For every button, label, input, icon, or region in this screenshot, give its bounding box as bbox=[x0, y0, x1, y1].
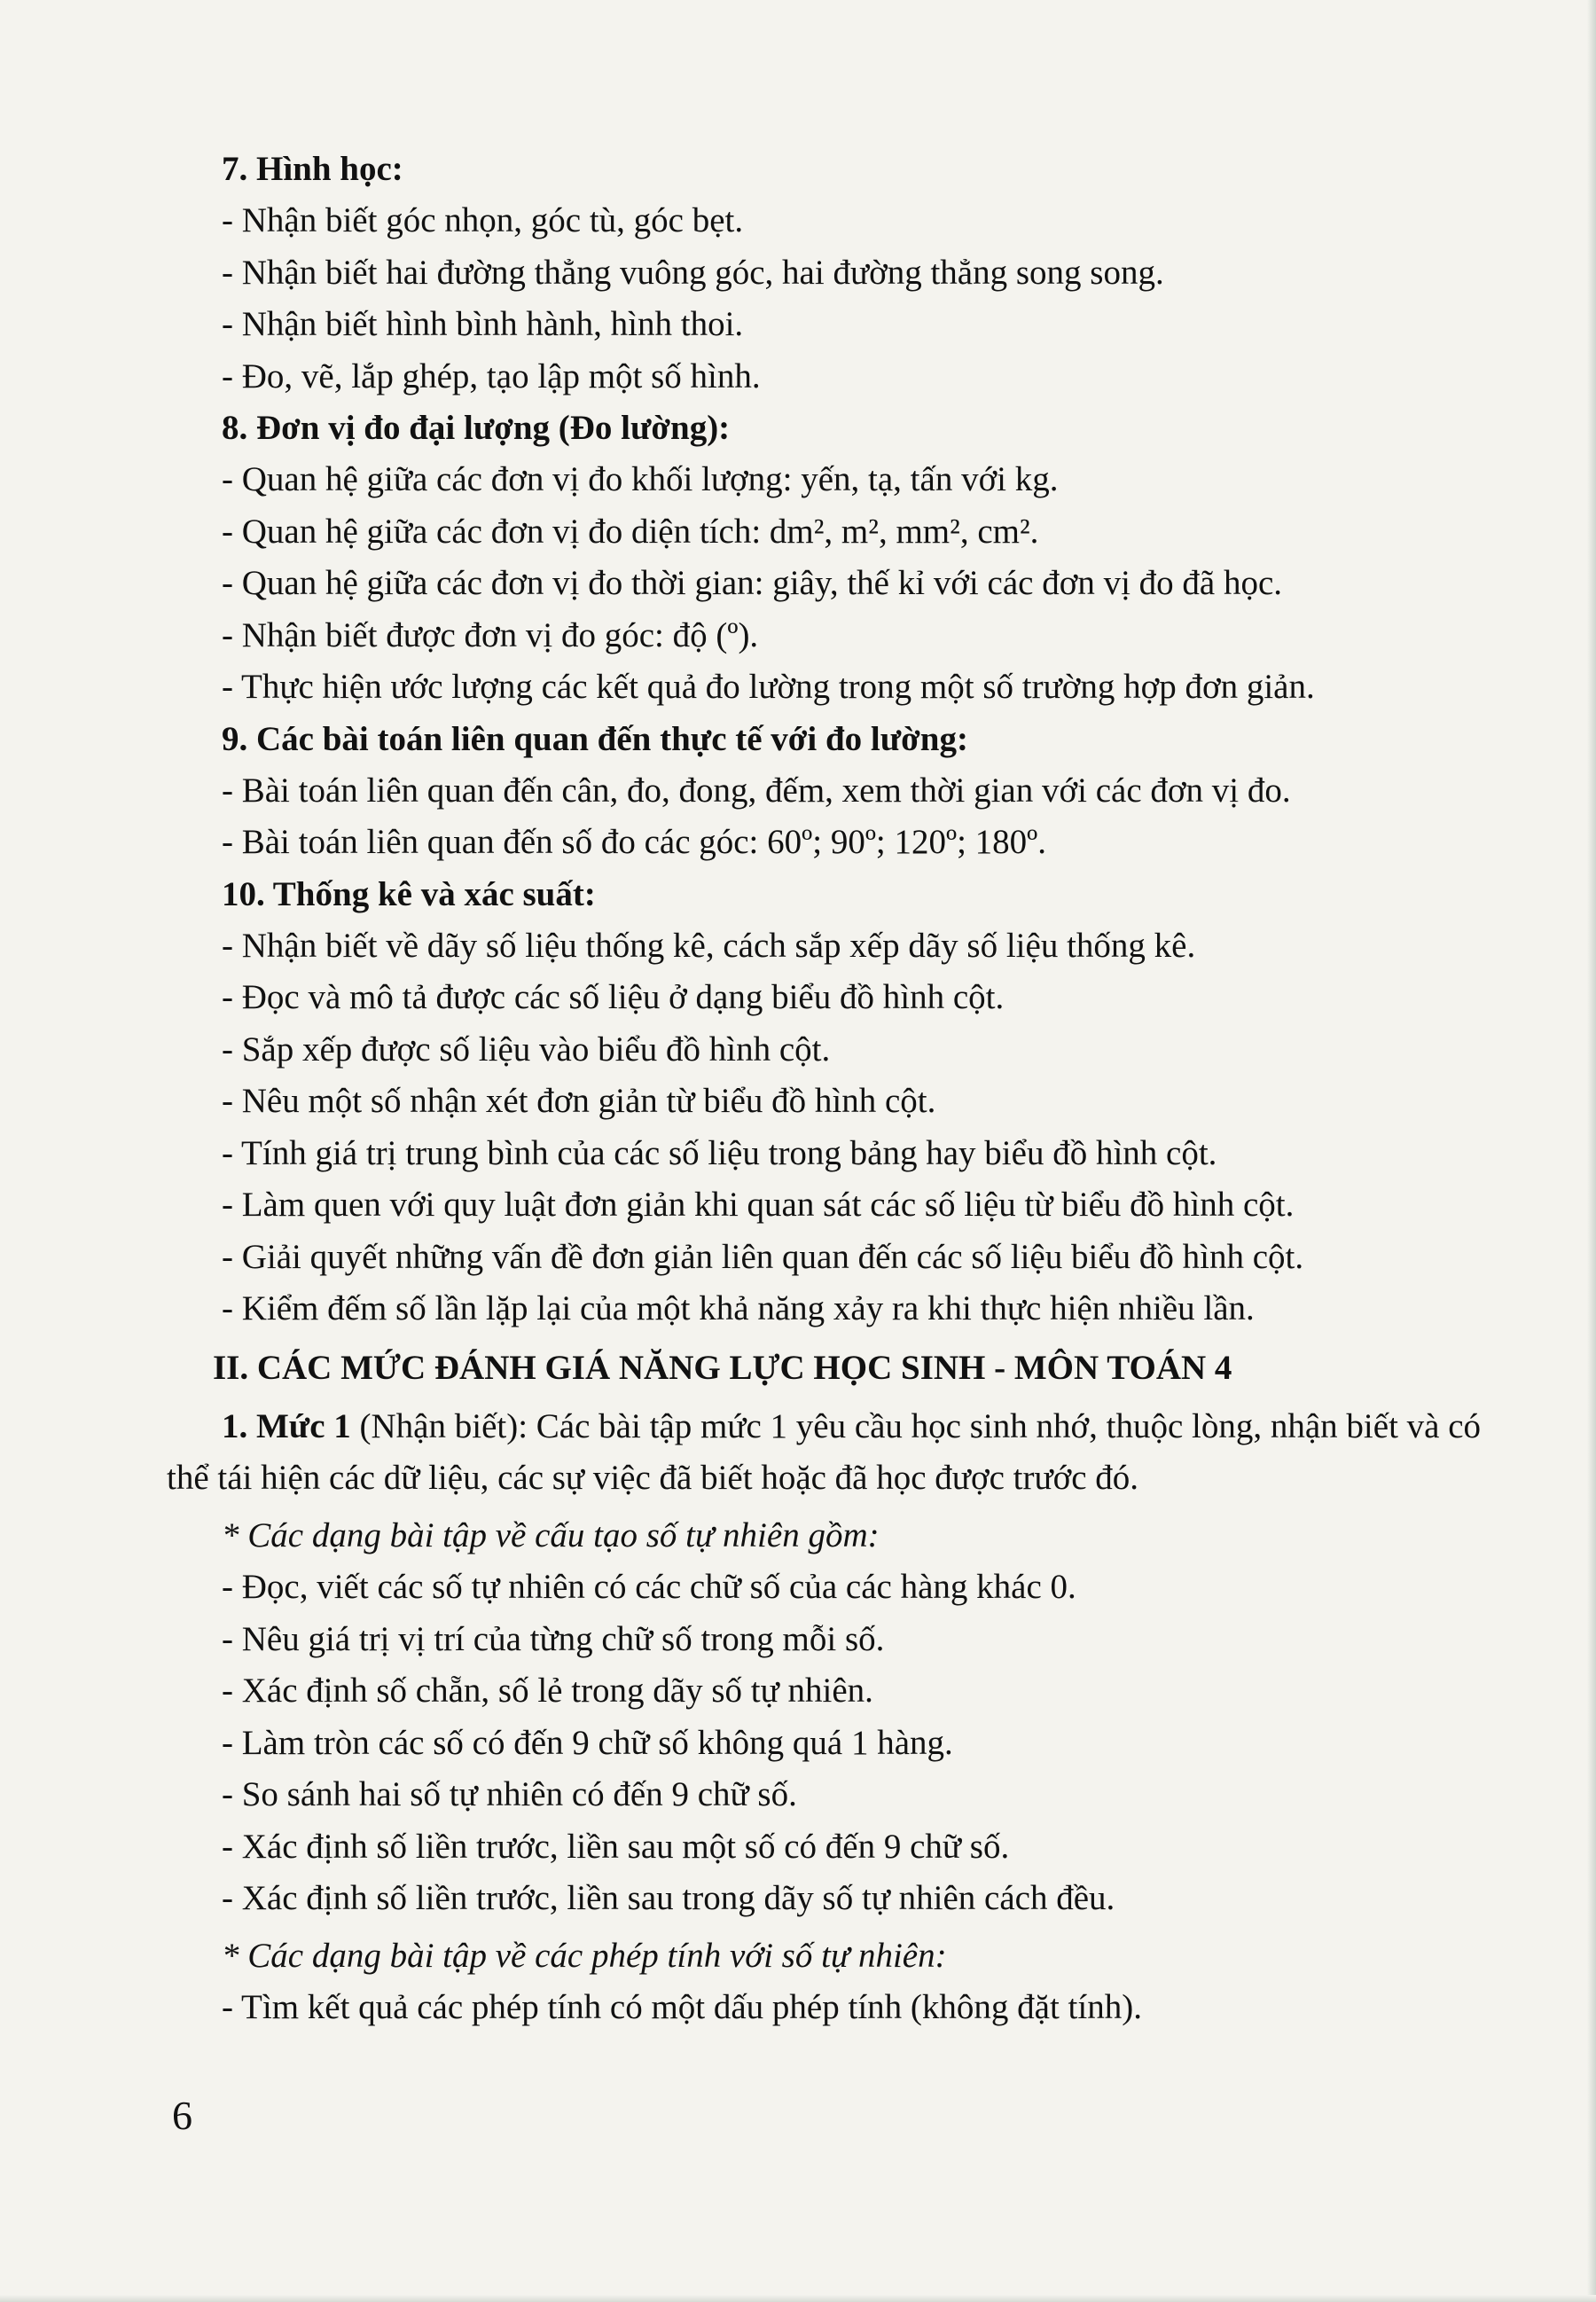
list-item: - Xác định số chẵn, số lẻ trong dãy số tự nhiên. bbox=[222, 1672, 873, 1710]
list-item: - Nhận biết góc nhọn, góc tù, góc bẹt. bbox=[222, 201, 744, 239]
group-title: * Các dạng bài tập về các phép tính với số tự nhiên: bbox=[222, 1936, 947, 1975]
list-item: - Bài toán liên quan đến cân, đo, đong, đếm, xem thời gian với các đơn vị đo. bbox=[222, 771, 1291, 810]
list-item: - Nhận biết về dãy số liệu thống kê, cách sắp xếp dãy số liệu thống kê. bbox=[222, 926, 1196, 965]
list-item: - Xác định số liền trước, liền sau trong dãy số tự nhiên cách đều. bbox=[222, 1879, 1115, 1917]
part-ii-heading: II. CÁC MỨC ĐÁNH GIÁ NĂNG LỰC HỌC SINH - MÔN TOÁN 4 bbox=[213, 1348, 1232, 1387]
list-item: - Nêu một số nhận xét đơn giản từ biểu đồ hình cột. bbox=[222, 1082, 936, 1120]
list-item: - Sắp xếp được số liệu vào biểu đồ hình cột. bbox=[222, 1030, 831, 1069]
list-item: - Nhận biết hai đường thẳng vuông góc, hai đường thẳng song song. bbox=[222, 253, 1164, 292]
level-1-lead: 1. Mức 1 bbox=[222, 1406, 351, 1445]
page-number: 6 bbox=[172, 2093, 192, 2138]
section-geometry bbox=[222, 144, 1490, 403]
page-bottom-shadow bbox=[0, 2295, 1596, 2302]
list-item: - Quan hệ giữa các đơn vị đo diện tích: dm², m², mm², cm². bbox=[222, 512, 1039, 551]
section-measurement-units bbox=[222, 403, 1490, 714]
list-item: - Đọc và mô tả được các số liệu ở dạng biểu đồ hình cột. bbox=[222, 978, 1005, 1016]
section-measurement-problems bbox=[222, 714, 1490, 869]
list-item: - Làm tròn các số có đến 9 chữ số không quá 1 hàng. bbox=[222, 1723, 953, 1762]
list-item: - Nêu giá trị vị trí của từng chữ số trong mỗi số. bbox=[222, 1619, 885, 1658]
list-item: - Tìm kết quả các phép tính có một dấu phép tính (không đặt tính). bbox=[222, 1988, 1142, 2026]
level-1-paragraph bbox=[167, 1401, 1490, 1505]
list-item: - Giải quyết những vấn đề đơn giản liên quan đến các số liệu biểu đồ hình cột. bbox=[222, 1237, 1304, 1276]
list-item: - Đo, vẽ, lắp ghép, tạo lập một số hình. bbox=[222, 356, 761, 395]
page-edge-shadow bbox=[1587, 0, 1596, 2302]
section-title: 9. Các bài toán liên quan đến thực tế với đo lường: bbox=[222, 719, 968, 758]
list-item: - Tính giá trị trung bình của các số liệu trong bảng hay biểu đồ hình cột. bbox=[222, 1133, 1217, 1172]
group-number-structure bbox=[222, 1510, 1490, 1925]
list-item: - Đọc, viết các số tự nhiên có các chữ số của các hàng khác 0. bbox=[222, 1568, 1076, 1606]
section-title: 10. Thống kê và xác suất: bbox=[222, 874, 596, 913]
list-item: - Xác định số liền trước, liền sau một số có đến 9 chữ số. bbox=[222, 1827, 1010, 1866]
list-item: - Kiểm đếm số lần lặp lại của một khả năng xảy ra khi thực hiện nhiều lần. bbox=[222, 1289, 1255, 1327]
list-item: - Bài toán liên quan đến số đo các góc: 60º; 90º; 120º; 180º. bbox=[222, 823, 1047, 861]
section-title: 7. Hình học: bbox=[222, 150, 403, 188]
list-item: - So sánh hai số tự nhiên có đến 9 chữ số. bbox=[222, 1775, 797, 1813]
level-1-text: (Nhận biết): Các bài tập mức 1 yêu cầu học sinh nhớ, thuộc lòng, nhận biết và có thể tái hiện các dữ liệu, các sự việc đã biết hoặc đã học được trước đó. bbox=[167, 1406, 1482, 1497]
section-statistics bbox=[222, 869, 1490, 1335]
list-item: - Nhận biết được đơn vị đo góc: độ (º). bbox=[222, 615, 759, 654]
list-item: - Thực hiện ước lượng các kết quả đo lường trong một số trường hợp đơn giản. bbox=[222, 668, 1315, 706]
group-operations bbox=[222, 1930, 1490, 2034]
group-title: * Các dạng bài tập về cấu tạo số tự nhiên gồm: bbox=[222, 1515, 880, 1554]
list-item: - Quan hệ giữa các đơn vị đo khối lượng: yến, tạ, tấn với kg. bbox=[222, 460, 1059, 498]
list-item: - Nhận biết hình bình hành, hình thoi. bbox=[222, 305, 744, 343]
list-item: - Quan hệ giữa các đơn vị đo thời gian: giây, thế kỉ với các đơn vị đo đã học. bbox=[222, 564, 1283, 602]
list-item: - Làm quen với quy luật đơn giản khi quan sát các số liệu từ biểu đồ hình cột. bbox=[222, 1186, 1295, 1224]
section-title: 8. Đơn vị đo đại lượng (Đo lường): bbox=[222, 409, 731, 447]
